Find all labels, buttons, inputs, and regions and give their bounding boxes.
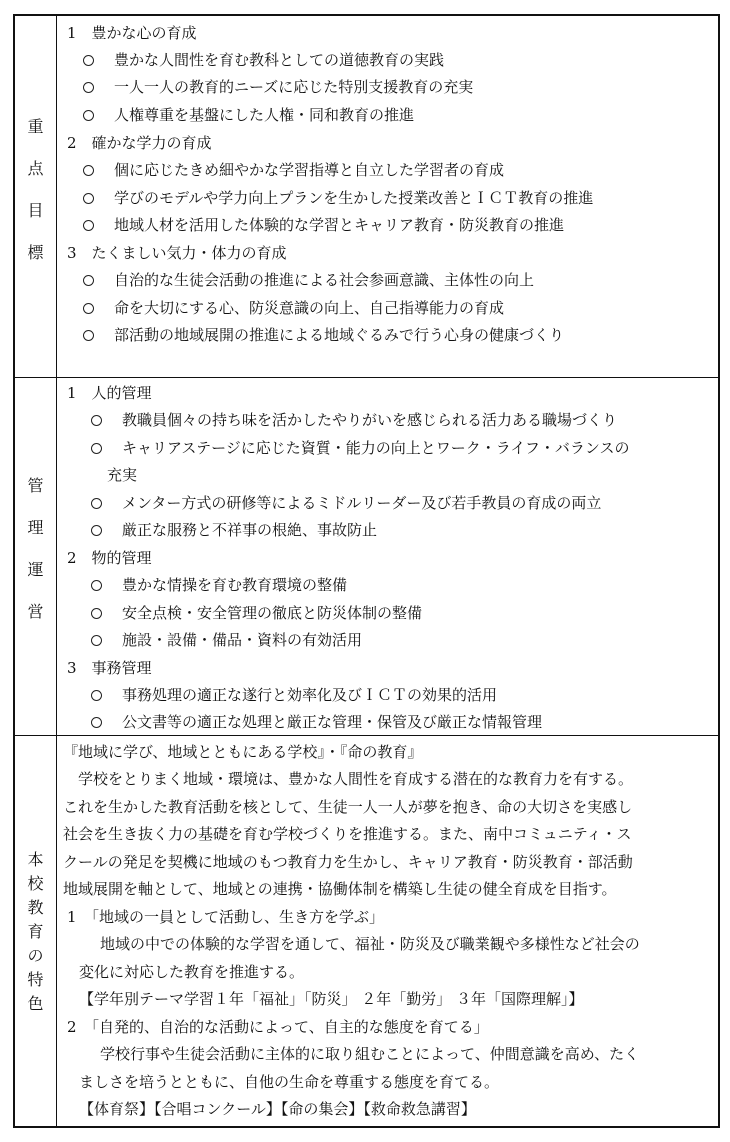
- circle-bullet-icon: [83, 55, 94, 66]
- section-priority-goals: [15, 16, 718, 377]
- label-char: 標: [27, 243, 44, 262]
- label-char: 営: [27, 602, 44, 621]
- label-char: 管: [27, 476, 44, 495]
- circle-bullet-icon: [83, 165, 94, 176]
- section-school-features: [15, 735, 718, 1126]
- circle-bullet-icon: [91, 608, 102, 619]
- subheading: 2 「自発的、自治的な活動によって、自主的な態度を育てる」: [67, 1018, 489, 1036]
- list-item: 豊かな情操を育む教育環境の整備: [91, 574, 347, 596]
- section-label: [15, 378, 57, 735]
- label-char: 校: [27, 874, 44, 893]
- group-heading: 1 人的管理: [67, 384, 152, 402]
- section-body: [57, 378, 718, 735]
- circle-bullet-icon: [91, 717, 102, 728]
- group-heading: 3 たくましい気力・体力の育成: [67, 244, 287, 262]
- list-item: 教職員個々の持ち味を活かしたやりがいを感じられる活力ある職場づくり: [91, 409, 617, 431]
- circle-bullet-icon: [91, 690, 102, 701]
- label-char: 育: [27, 922, 44, 941]
- list-item: 豊かな人間性を育む教科としての道徳教育の実践: [83, 49, 444, 71]
- policy-table: [13, 14, 720, 1128]
- circle-bullet-icon: [83, 82, 94, 93]
- circle-bullet-icon: [91, 443, 102, 454]
- text-line: ましさを培うとともに、自他の生命を尊重する態度を育てる。: [79, 1073, 500, 1091]
- label-char: 本: [27, 850, 44, 869]
- text-line: 学校をとりまく地域・環境は、豊かな人間性を育成する潜在的な教育力を有する。: [63, 770, 634, 788]
- group-heading: 2 物的管理: [67, 549, 152, 567]
- list-item: 自治的な生徒会活動の推進による社会参画意識、主体性の向上: [83, 269, 534, 291]
- list-item: 地域人材を活用した体験的な学習とキャリア教育・防災教育の推進: [83, 214, 564, 236]
- label-char: 色: [27, 994, 44, 1013]
- list-item: 一人一人の教育的ニーズに応じた特別支援教育の充実: [83, 76, 473, 98]
- list-item-continuation: 充実: [107, 466, 138, 484]
- circle-bullet-icon: [83, 275, 94, 286]
- circle-bullet-icon: [83, 330, 94, 341]
- list-item: 安全点検・安全管理の徹底と防災体制の整備: [91, 602, 422, 624]
- subheading: 1 「地域の一員として活動し、生き方を学ぶ」: [67, 908, 385, 926]
- label-char: 教: [27, 898, 44, 917]
- circle-bullet-icon: [91, 525, 102, 536]
- circle-bullet-icon: [91, 635, 102, 646]
- circle-bullet-icon: [91, 580, 102, 591]
- group-heading: 2 確かな学力の育成: [67, 134, 212, 152]
- list-item: メンター方式の研修等によるミドルリーダー及び若手教員の育成の両立: [91, 492, 601, 514]
- label-char: の: [27, 946, 44, 965]
- label-char: 理: [27, 518, 44, 537]
- label-char: 点: [27, 159, 44, 178]
- list-item: 学びのモデルや学力向上プランを生かした授業改善とＩＣＴ教育の推進: [83, 187, 593, 209]
- list-item: キャリアステージに応じた資質・能力の向上とワーク・ライフ・バランスの: [91, 437, 629, 459]
- list-item: 部活動の地域展開の推進による地域ぐるみで行う心身の健康づくり: [83, 324, 564, 346]
- list-item: 公文書等の適正な処理と厳正な管理・保管及び厳正な情報管理: [91, 711, 542, 733]
- list-item: 厳正な服務と不祥事の根絶、事故防止: [91, 519, 377, 541]
- section-body: [57, 16, 718, 377]
- list-item: 人権尊重を基盤にした人権・同和教育の推進: [83, 104, 414, 126]
- list-item: 命を大切にする心、防災意識の向上、自己指導能力の育成: [83, 297, 504, 319]
- circle-bullet-icon: [91, 498, 102, 509]
- text-line: クールの発足を契機に地域のもつ教育力を生かし、キャリア教育・防災教育・部活動: [63, 853, 633, 871]
- label-char: 運: [27, 560, 44, 579]
- circle-bullet-icon: [83, 110, 94, 121]
- text-line: これを生かした教育活動を核として、生徒一人一人が夢を抱き、命の大切さを実感し: [63, 798, 633, 816]
- label-char: 目: [27, 201, 44, 220]
- section-body: [57, 736, 718, 1126]
- text-line: 地域展開を軸として、地域との連携・協働体制を構築し生徒の健全育成を目指す。: [63, 880, 617, 898]
- circle-bullet-icon: [83, 220, 94, 231]
- text-line: 変化に対応した教育を推進する。: [79, 963, 305, 981]
- theme-list: 【学年別テーマ学習１年「福祉」「防災」 ２年「勤労」 ３年「国際理解」】: [79, 990, 584, 1008]
- event-list: 【体育祭】【合唱コンクール】【命の集会】【救命救急講習】: [79, 1100, 476, 1118]
- section-label: [15, 16, 57, 377]
- section-label: [15, 736, 57, 1126]
- text-line: 学校行事や生徒会活動に主体的に取り組むことによって、仲間意識を高め、たく: [85, 1045, 640, 1063]
- circle-bullet-icon: [91, 415, 102, 426]
- label-char: 特: [27, 970, 44, 989]
- list-item: 個に応じたきめ細やかな学習指導と自立した学習者の育成: [83, 159, 504, 181]
- list-item: 施設・設備・備品・資料の有効活用: [91, 629, 362, 651]
- text-line: 社会を生き抜く力の基礎を育む学校づくりを推進する。また、南中コミュニティ・ス: [63, 825, 632, 843]
- label-char: 重: [27, 117, 44, 136]
- group-heading: 1 豊かな心の育成: [67, 24, 197, 42]
- group-heading: 3 事務管理: [67, 659, 152, 677]
- circle-bullet-icon: [83, 193, 94, 204]
- section-management: [15, 377, 718, 735]
- list-item: 事務処理の適正な遂行と効率化及びＩＣＴの効果的活用: [91, 684, 497, 706]
- text-line: 『地域に学び、地域とともにある学校』・『命の教育』: [63, 743, 423, 761]
- text-line: 地域の中での体験的な学習を通して、福祉・防災及び職業観や多様性など社会の: [85, 935, 640, 953]
- circle-bullet-icon: [83, 303, 94, 314]
